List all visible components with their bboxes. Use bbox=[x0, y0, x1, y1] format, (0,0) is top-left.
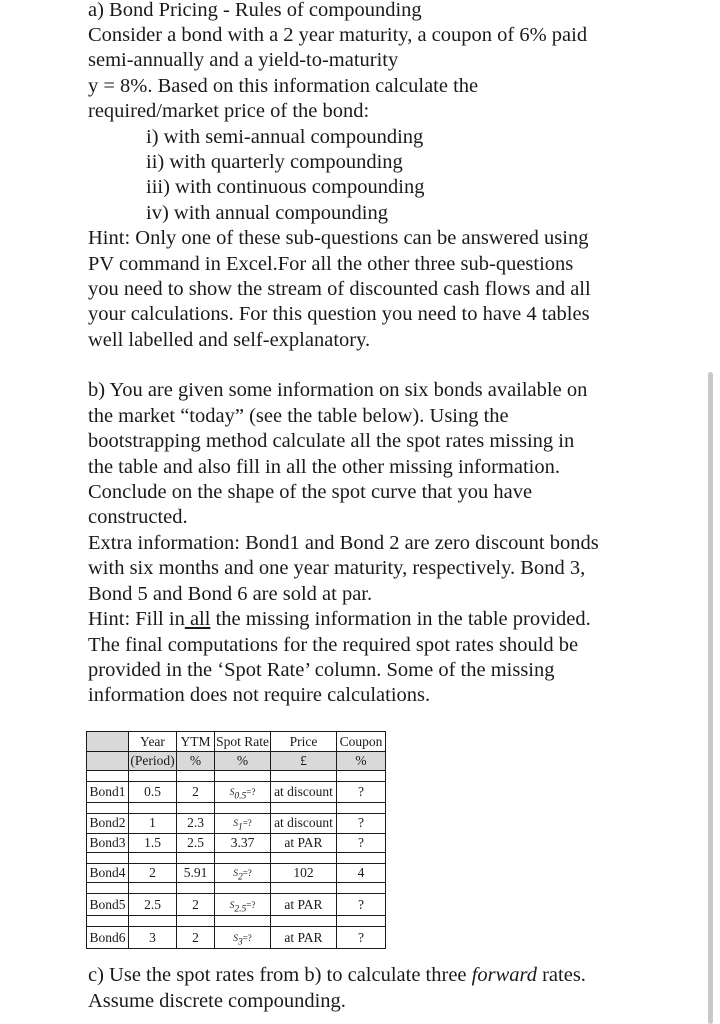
spot-value: =? bbox=[242, 932, 252, 943]
vertical-scrollbar[interactable] bbox=[708, 372, 713, 1024]
spacer-cell bbox=[129, 883, 177, 894]
part-c-line bbox=[88, 963, 586, 988]
part-b-text-line: the market “today” (see the table below). Using the bbox=[88, 405, 509, 427]
part-b-extra-line: Bond 5 and Bond 6 are sold at par. bbox=[88, 583, 373, 605]
spacer-cell bbox=[337, 771, 386, 782]
unit-price: £ bbox=[271, 752, 337, 771]
bond-spot-rate bbox=[215, 863, 271, 883]
spacer-cell bbox=[129, 771, 177, 782]
part-a-hint-line: you need to show the stream of discounted cash flows and all bbox=[88, 278, 591, 300]
table-spacer-row bbox=[87, 771, 386, 782]
spacer-cell bbox=[87, 803, 129, 814]
bond-ytm: 2 bbox=[177, 894, 215, 916]
spacer-cell bbox=[129, 803, 177, 814]
bond-year: 3 bbox=[129, 927, 177, 949]
bond-price: at discount bbox=[271, 814, 337, 834]
bond-spot-rate bbox=[215, 927, 271, 949]
table-row bbox=[87, 814, 386, 834]
bond-year: 1.5 bbox=[129, 833, 177, 852]
spacer-cell bbox=[271, 916, 337, 927]
bond-ytm: 2 bbox=[177, 927, 215, 949]
bond-price: 102 bbox=[271, 863, 337, 883]
bond-year: 1 bbox=[129, 814, 177, 834]
spacer-cell bbox=[215, 852, 271, 863]
table-spacer-row bbox=[87, 883, 386, 894]
bond-name: Bond3 bbox=[87, 833, 129, 852]
part-a-text-line: semi-annually and a yield-to-maturity bbox=[88, 49, 399, 71]
spot-value: =? bbox=[246, 786, 256, 797]
unit-period: (Period) bbox=[129, 752, 177, 771]
table-spacer-row bbox=[87, 916, 386, 927]
part-a-title: a) Bond Pricing - Rules of compounding bbox=[88, 0, 422, 21]
bond-name: Bond4 bbox=[87, 863, 129, 883]
part-a-hint-line: PV command in Excel.For all the other three sub-questions bbox=[88, 253, 574, 275]
table-row bbox=[87, 782, 386, 803]
bond-price: at discount bbox=[271, 782, 337, 803]
part-b-text-line: b) You are given some information on six bonds available on bbox=[88, 379, 588, 401]
spacer-cell bbox=[215, 916, 271, 927]
spot-subscript: 2.5 bbox=[234, 904, 247, 915]
table-row bbox=[87, 833, 386, 852]
hint-prefix: Hint: Fill in bbox=[88, 608, 185, 630]
spacer-cell bbox=[271, 803, 337, 814]
part-a-hint-line: well labelled and self-explanatory. bbox=[88, 329, 371, 351]
bond-name: Bond2 bbox=[87, 814, 129, 834]
part-b-text-line: bootstrapping method calculate all the spot rates missing in bbox=[88, 430, 575, 452]
spacer-cell bbox=[177, 852, 215, 863]
part-c-forward-word: forward bbox=[471, 964, 537, 986]
spacer-cell bbox=[215, 803, 271, 814]
bond-ytm: 5.91 bbox=[177, 863, 215, 883]
spacer-cell bbox=[177, 803, 215, 814]
table-spacer-row bbox=[87, 852, 386, 863]
spot-value: =? bbox=[242, 867, 252, 878]
spacer-cell bbox=[337, 852, 386, 863]
bond-coupon: ? bbox=[337, 894, 386, 916]
table-row bbox=[87, 927, 386, 949]
unit-corner-cell bbox=[87, 752, 129, 771]
bond-spot-rate bbox=[215, 814, 271, 834]
header-ytm: YTM bbox=[177, 732, 215, 752]
spacer-cell bbox=[337, 883, 386, 894]
hint-suffix: the missing information in the table provided. bbox=[210, 608, 591, 630]
part-a-item: i) with semi-annual compounding bbox=[146, 126, 424, 148]
spot-symbol: S bbox=[233, 933, 238, 944]
part-c-prefix: c) Use the spot rates from b) to calculate three bbox=[88, 964, 472, 986]
bond-year: 2.5 bbox=[129, 894, 177, 916]
bond-year: 0.5 bbox=[129, 782, 177, 803]
part-b-hint-line: provided in the ‘Spot Rate’ column. Some of the missing bbox=[88, 659, 555, 681]
part-b-extra-line: with six months and one year maturity, respectively. Bond 3, bbox=[88, 557, 586, 579]
spot-subscript: 0.5 bbox=[234, 791, 247, 802]
header-price: Price bbox=[271, 732, 337, 752]
bond-ytm: 2.5 bbox=[177, 833, 215, 852]
spot-symbol: S bbox=[233, 819, 238, 829]
part-b-hint-line: information does not require calculations. bbox=[88, 684, 431, 706]
bond-year: 2 bbox=[129, 863, 177, 883]
part-a-hint-line: your calculations. For this question you need to have 4 tables bbox=[88, 303, 590, 325]
table-row bbox=[87, 894, 386, 916]
header-spot-rate: Spot Rate bbox=[215, 732, 271, 752]
header-corner-cell bbox=[87, 732, 129, 752]
part-b-text-line: the table and also fill in all the other missing information. bbox=[88, 456, 560, 478]
bond-spot-rate bbox=[215, 894, 271, 916]
spot-subscript: 2 bbox=[237, 872, 243, 883]
table-header-row bbox=[87, 732, 386, 752]
bond-name: Bond1 bbox=[87, 782, 129, 803]
header-coupon: Coupon bbox=[337, 732, 386, 752]
spacer-cell bbox=[87, 771, 129, 782]
table-row bbox=[87, 863, 386, 883]
bond-table bbox=[86, 731, 386, 949]
bond-name: Bond5 bbox=[87, 894, 129, 916]
part-a-hint-line: Hint: Only one of these sub-questions can be answered using bbox=[88, 227, 589, 249]
bond-coupon: 4 bbox=[337, 863, 386, 883]
unit-coupon: % bbox=[337, 752, 386, 771]
spacer-cell bbox=[215, 771, 271, 782]
part-b-hint-line: The final computations for the required spot rates should be bbox=[88, 634, 579, 656]
spacer-cell bbox=[271, 771, 337, 782]
part-b-hint-line bbox=[88, 607, 591, 632]
spacer-cell bbox=[215, 883, 271, 894]
part-a-item: iii) with continuous compounding bbox=[146, 176, 425, 198]
unit-spot-rate: % bbox=[215, 752, 271, 771]
table-spacer-row bbox=[87, 803, 386, 814]
table-unit-row bbox=[87, 752, 386, 771]
spot-subscript: 3 bbox=[237, 937, 243, 948]
spacer-cell bbox=[177, 771, 215, 782]
header-year: Year bbox=[129, 732, 177, 752]
spot-symbol: S bbox=[233, 868, 238, 879]
part-a-text-line: Consider a bond with a 2 year maturity, a coupon of 6% paid bbox=[88, 24, 588, 46]
part-b-text-line: Conclude on the shape of the spot curve that you have bbox=[88, 481, 533, 503]
part-a-text-line: y = 8%. Based on this information calculate the bbox=[88, 75, 479, 97]
spacer-cell bbox=[177, 883, 215, 894]
bond-ytm: 2.3 bbox=[177, 814, 215, 834]
spacer-cell bbox=[87, 916, 129, 927]
hint-underlined-all: all bbox=[184, 608, 211, 630]
bond-coupon: ? bbox=[337, 927, 386, 949]
part-a-item: ii) with quarterly compounding bbox=[146, 151, 403, 173]
bond-price: at PAR bbox=[271, 927, 337, 949]
bond-coupon: ? bbox=[337, 782, 386, 803]
spot-value: =? bbox=[246, 899, 256, 910]
part-a-item: iv) with annual compounding bbox=[146, 202, 388, 224]
spacer-cell bbox=[87, 883, 129, 894]
bond-price: at PAR bbox=[271, 894, 337, 916]
spot-symbol: S bbox=[229, 900, 235, 911]
spacer-cell bbox=[337, 916, 386, 927]
spacer-cell bbox=[129, 852, 177, 863]
unit-ytm: % bbox=[177, 752, 215, 771]
spot-symbol: S bbox=[229, 787, 235, 798]
part-c-suffix: rates. bbox=[536, 964, 586, 986]
part-b-extra-line: Extra information: Bond1 and Bond 2 are zero discount bonds bbox=[88, 532, 599, 554]
spot-value: =? bbox=[242, 818, 252, 828]
bond-name: Bond6 bbox=[87, 927, 129, 949]
bond-coupon: ? bbox=[337, 814, 386, 834]
part-c-line: Assume discrete compounding. bbox=[88, 990, 346, 1012]
spacer-cell bbox=[87, 852, 129, 863]
bond-spot-rate: 3.37 bbox=[215, 833, 271, 852]
spacer-cell bbox=[271, 883, 337, 894]
spacer-cell bbox=[337, 803, 386, 814]
spacer-cell bbox=[177, 916, 215, 927]
part-a-text-line: required/market price of the bond: bbox=[88, 100, 370, 122]
bond-price: at PAR bbox=[271, 833, 337, 852]
spacer-cell bbox=[129, 916, 177, 927]
bond-spot-rate bbox=[215, 782, 271, 803]
spacer-cell bbox=[271, 852, 337, 863]
spot-subscript: 1 bbox=[237, 822, 243, 833]
part-b-text-line: constructed. bbox=[88, 506, 188, 528]
bond-coupon: ? bbox=[337, 833, 386, 852]
bond-ytm: 2 bbox=[177, 782, 215, 803]
